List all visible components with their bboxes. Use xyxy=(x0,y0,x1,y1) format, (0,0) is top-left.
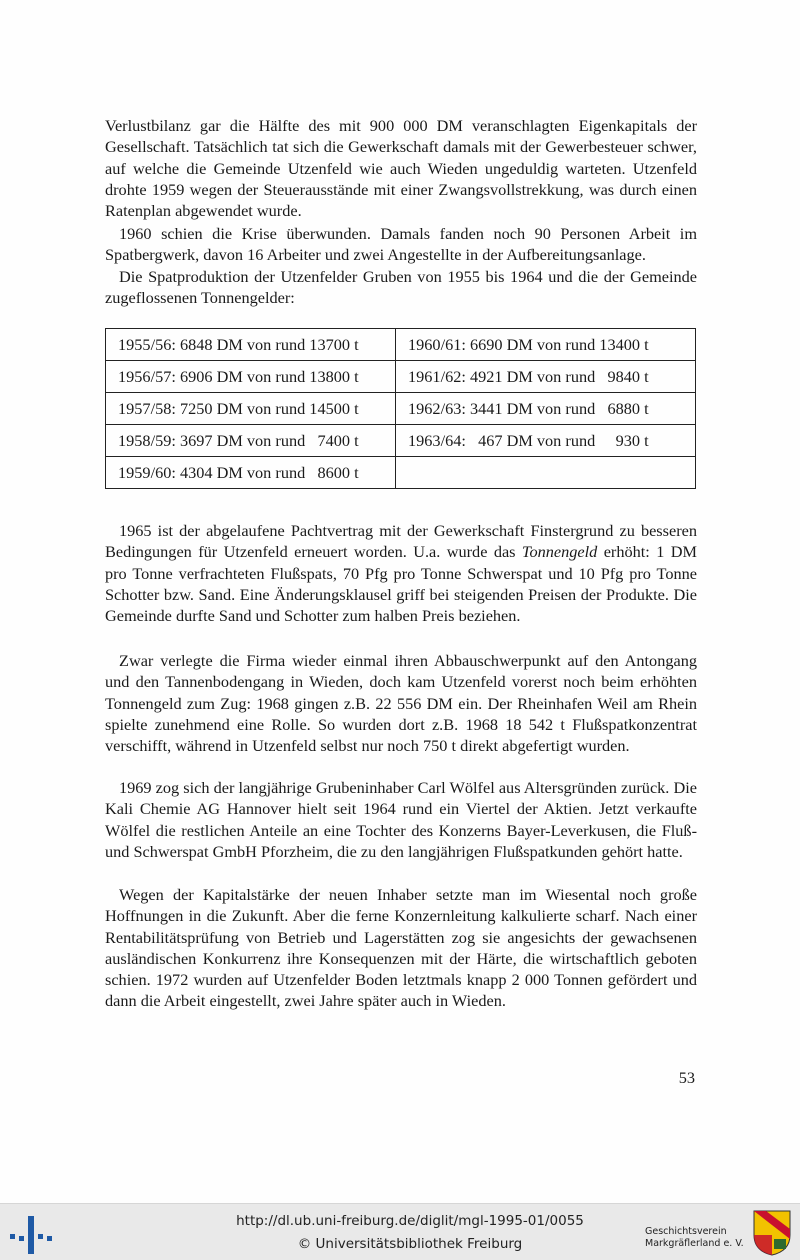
paragraph-6 xyxy=(105,777,697,862)
paragraph-3 xyxy=(105,266,697,309)
table-cell: 1955/56: 6848 DM von rund 13700 t xyxy=(106,329,396,361)
paragraph-text: 1969 zog sich der langjährige Grubeninhaber Carl Wölfel aus Altersgründen zurück. Die Kali Chemie AG Hannover hielt seit 1964 rund ein Viertel der Aktien. Jetzt verkaufte Wölfel die restlichen Anteile an eine Tochter des Konzerns Bayer-Leverkusen, die Fluß- und Schwerspat GmbH Pforzheim, die zu den langjährigen Flußspatkunden gehört hatte. xyxy=(105,778,697,861)
ub-freiburg-logo-icon xyxy=(8,1212,54,1256)
paragraph-4 xyxy=(105,520,697,626)
emphasis-tonnengeld: Tonnengeld xyxy=(521,542,598,562)
table-cell: 1962/63: 3441 DM von rund 6880 t xyxy=(396,393,696,425)
page-number: 53 xyxy=(678,1068,695,1087)
paragraph-1 xyxy=(105,115,697,221)
society-name-line: Markgräflerland e. V. xyxy=(645,1238,744,1249)
table-cell: 1957/58: 7250 DM von rund 14500 t xyxy=(106,393,396,425)
footer-bar xyxy=(0,1203,800,1260)
coat-of-arms-icon xyxy=(752,1209,792,1257)
tonnengeld-table xyxy=(105,328,696,489)
paragraph-5 xyxy=(105,650,697,756)
paragraph-text: 1960 schien die Krise überwunden. Damals fanden noch 90 Personen Arbeit im Spatbergwerk, davon 16 Arbeiter und zwei Angestellte in der Aufbereitungsanlage. xyxy=(105,224,697,265)
table-cell: 1959/60: 4304 DM von rund 8600 t xyxy=(106,457,396,489)
paragraph-7 xyxy=(105,884,697,1012)
table-cell: 1958/59: 3697 DM von rund 7400 t xyxy=(106,425,396,457)
paragraph-text-part: 1965 ist der abgelaufene Pachtvertrag mit der Gewerkschaft Finstergrund zu besseren Bedingungen für Utzenfeld erneuert worden. U.a. wurde das xyxy=(105,521,697,562)
table-row xyxy=(106,393,696,425)
table-cell-empty xyxy=(396,457,696,489)
copyright-notice: © Universitätsbibliothek Freiburg xyxy=(297,1236,523,1252)
table-row xyxy=(106,457,696,489)
table-cell: 1963/64: 467 DM von rund 930 t xyxy=(396,425,696,457)
table-cell: 1960/61: 6690 DM von rund 13400 t xyxy=(396,329,696,361)
paragraph-2 xyxy=(105,223,697,266)
table-row xyxy=(106,425,696,457)
permalink[interactable]: http://dl.ub.uni-freiburg.de/diglit/mgl-1995-01/0055 xyxy=(236,1213,584,1229)
paragraph-text: Die Spatproduktion der Utzenfelder Gruben von 1955 bis 1964 und die der Gemeinde zugeflossenen Tonnengelder: xyxy=(105,267,697,308)
table-cell: 1961/62: 4921 DM von rund 9840 t xyxy=(396,361,696,393)
society-name-line: Geschichtsverein xyxy=(645,1226,727,1237)
table-row xyxy=(106,329,696,361)
society-name xyxy=(645,1226,744,1250)
paragraph-text: Wegen der Kapitalstärke der neuen Inhaber setzte man im Wiesental noch große Hoffnungen in die Zukunft. Aber die ferne Konzernleitung kalkulierte scharf. Nach einer Rentabilitätsprüfung von Betrieb und Lagerstätten zog sie angesichts der gewachsenen ausländischen Konkurrenz ihre Konsequenzen mit der Härte, die wirtschaftlich geboten schien. 1972 wurden auf Utzenfelder Boden letztmals knapp 2 000 Tonnen gefördert und dann die Arbeit eingestellt, zwei Jahre später auch in Wieden. xyxy=(105,885,697,1011)
paragraph-text: Zwar verlegte die Firma wieder einmal ihren Abbauschwerpunkt auf den Antongang und den Tannenbodengang in Wieden, doch kam Utzenfeld vorerst noch beim erhöhten Tonnengeld zum Zug: 1968 gingen z.B. 22 556 DM ein. Der Rheinhafen Weil am Rhein spielte zunehmend eine Rolle. So wurden dort z.B. 1968 18 542 t Flußspatkonzentrat verschifft, während in Utzenfeld selbst nur noch 750 t direkt abgefertigt wurden. xyxy=(105,651,697,756)
table-row xyxy=(106,361,696,393)
paragraph-text xyxy=(105,520,697,626)
paragraph-text: Verlustbilanz gar die Hälfte des mit 900 000 DM veranschlagten Eigenkapitals der Gesellschaft. Tatsächlich tat sich die Gewerkschaft damals mit der Gewerbesteuer schwer, auf welche die Gemeinde Utzenfeld wie auch Wieden ungeduldig warteten. Utzenfeld drohte 1959 wegen der Steuerausstände mit einer Zwangsvollstrekkung, was durch einen Ratenplan abgewendet wurde. xyxy=(105,116,697,221)
table-cell: 1956/57: 6906 DM von rund 13800 t xyxy=(106,361,396,393)
paragraph-text-part: erhöht: 1 DM pro Tonne verfrachteten Flußspats, 70 Pfg pro Tonne Schwerspat und 10 Pfg pro Tonne Schotter bzw. Sand. Eine Änderungsklausel griff bei steigenden Preisen der Produkte. Die Gemeinde durfte Sand und Schotter zum halben Preis beziehen. xyxy=(105,542,697,626)
